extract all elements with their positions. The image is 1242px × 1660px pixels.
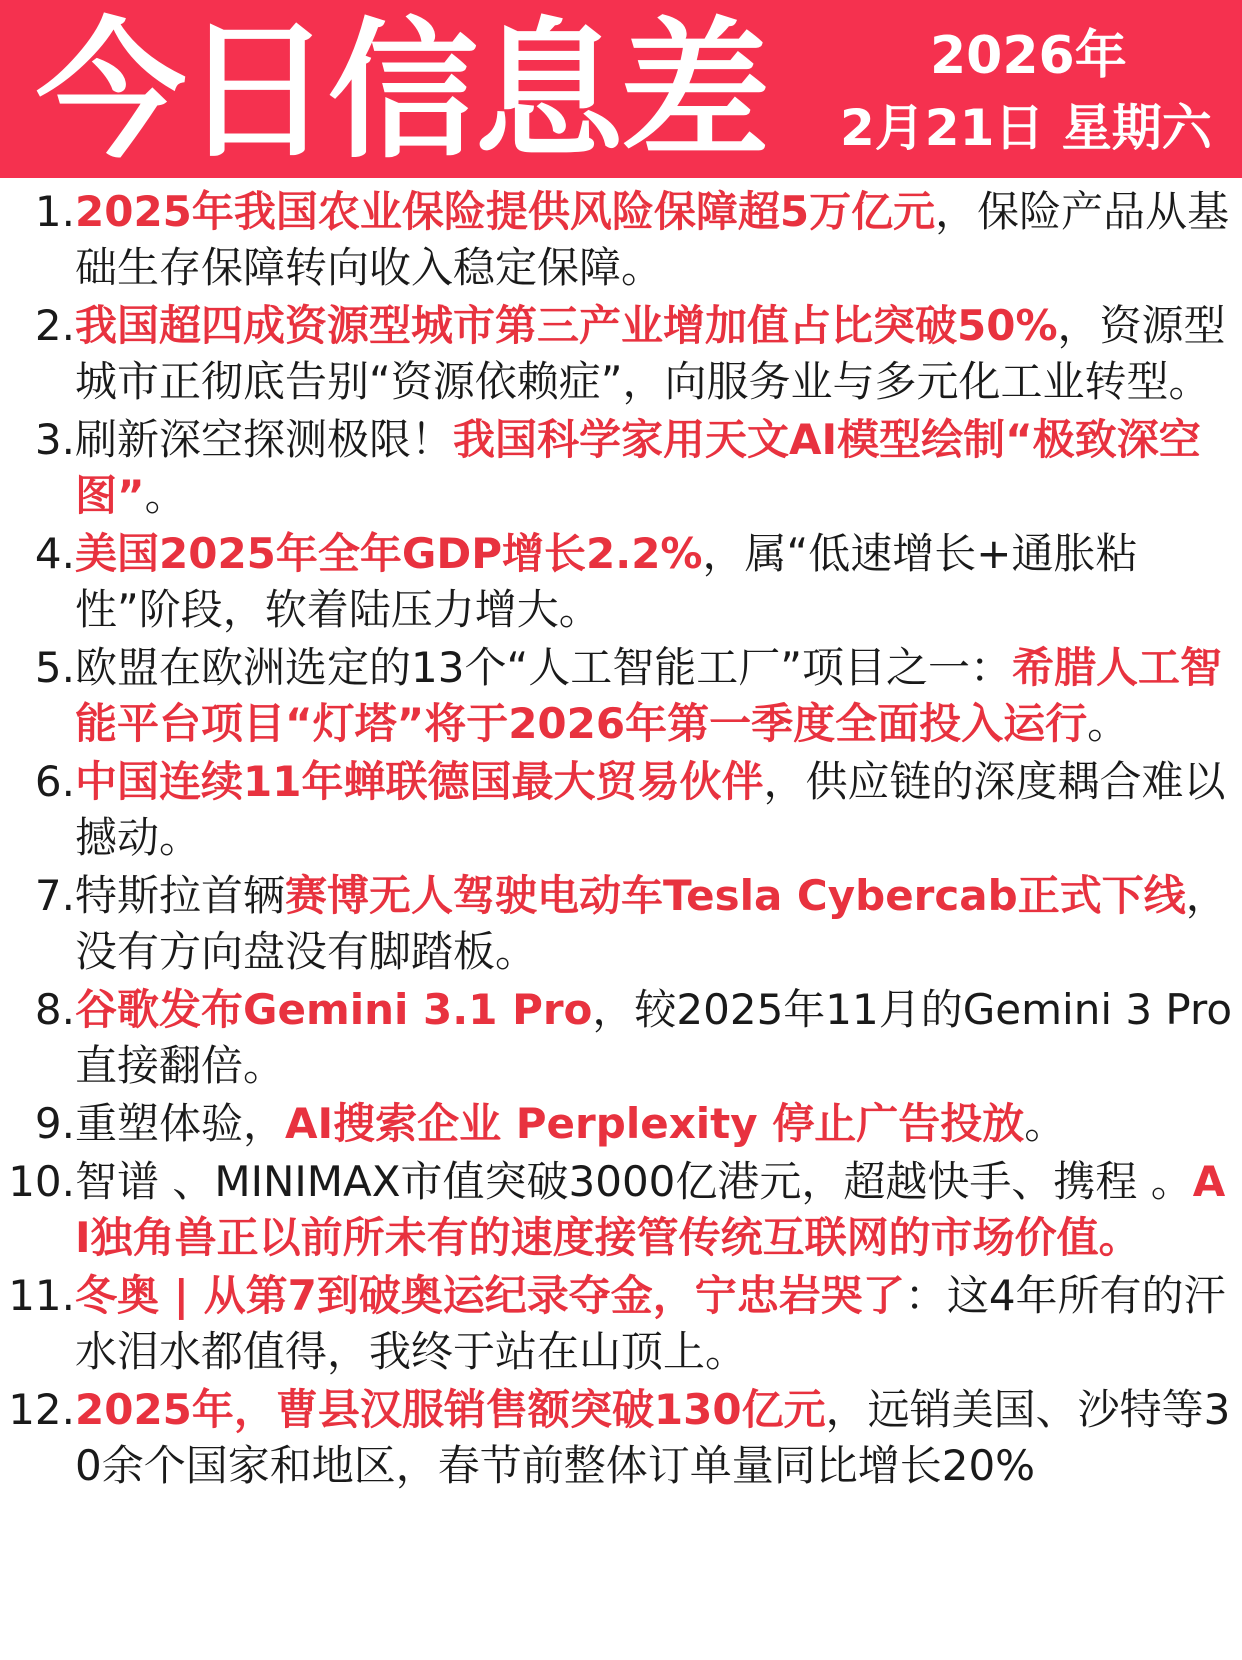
news-item-4 (0, 526, 1242, 638)
highlight-text: 2025年我国农业保险提供风险保障超5万亿元 (75, 187, 936, 236)
news-item-9 (0, 1096, 1242, 1152)
news-item-3 (0, 412, 1242, 524)
highlight-text: AI独角兽正以前所未有的速度接管传统互联网的市场价值。 (75, 1157, 1226, 1262)
body-text: ，资源型城市正彻底告别“资源依赖症”，向服务业与多元化工业转型。 (75, 301, 1226, 406)
header-banner (0, 0, 1242, 178)
highlight-text: 中国连续11年蝉联德国最大贸易伙伴 (75, 757, 764, 806)
highlight-text: 美国2025年全年GDP增长2.2% (75, 529, 703, 578)
page-title: 今日信息差 (36, 5, 767, 179)
highlight-text: 谷歌发布Gemini 3.1 Pro (75, 985, 593, 1034)
highlight-text: 我国超四成资源型城市第三产业增加值占比突破50% (75, 301, 1058, 350)
body-text: 刷新深空探测极限！ (75, 415, 454, 464)
item-number: 11. (8, 1271, 75, 1320)
news-item-11 (0, 1268, 1242, 1380)
body-text: 。 (1087, 699, 1130, 748)
highlight-text: 赛博无人驾驶电动车Tesla Cybercab正式下线 (285, 871, 1186, 920)
highlight-text: 2025年，曹县汉服销售额突破130亿元 (75, 1385, 826, 1434)
news-item-2 (0, 298, 1242, 410)
body-text: 重塑体验， (75, 1099, 286, 1148)
item-number: 4. (34, 529, 75, 578)
body-text: ，保险产品从基础生存保障转向收入稳定保障。 (75, 187, 1230, 292)
highlight-text: 冬奥 | 从第7到破奥运纪录夺金，宁忠岩哭了 (75, 1271, 905, 1320)
header-year: 2026年 (930, 26, 1127, 86)
body-text: ，属“低速增长+通胀粘性”阶段，软着陆压力增大。 (75, 529, 1138, 634)
news-item-1 (0, 184, 1242, 296)
item-number: 8. (34, 985, 75, 1034)
body-text: 。 (1024, 1099, 1067, 1148)
body-text: ，没有方向盘没有脚踏板。 (75, 871, 1228, 976)
body-text: ，远销美国、沙特等30余个国家和地区，春节前整体订单量同比增长20% (75, 1385, 1231, 1490)
item-number: 9. (34, 1099, 75, 1148)
news-item-12 (0, 1382, 1242, 1494)
highlight-text: 希腊人工智能平台项目“灯塔”将于2026年第一季度全面投入运行 (75, 643, 1222, 748)
item-number: 6. (34, 757, 75, 806)
item-number: 12. (8, 1385, 75, 1434)
highlight-text: AI搜索企业 Perplexity 停止广告投放 (285, 1099, 1025, 1148)
news-item-5 (0, 640, 1242, 752)
news-item-7 (0, 868, 1242, 980)
item-number: 7. (34, 871, 75, 920)
news-item-8 (0, 982, 1242, 1094)
body-text: ：这4年所有的汗水泪水都值得，我终于站在山顶上。 (75, 1271, 1226, 1376)
header-date: 2月21日 星期六 (840, 99, 1212, 157)
body-text: ，供应链的深度耦合难以撼动。 (75, 757, 1226, 862)
item-number: 3. (34, 415, 75, 464)
item-number: 10. (8, 1157, 75, 1206)
news-item-6 (0, 754, 1242, 866)
body-text: 。 (144, 471, 187, 520)
body-text: ，较2025年11月的Gemini 3 Pro直接翻倍。 (75, 985, 1233, 1090)
item-number: 2. (34, 301, 75, 350)
item-number: 1. (34, 187, 75, 236)
item-number: 5. (34, 643, 75, 692)
body-text: 欧盟在欧洲选定的13个“人工智能工厂”项目之一： (75, 643, 1012, 692)
news-list (0, 184, 1242, 1496)
body-text: 智谱 、MINIMAX市值突破3000亿港元，超越快手、携程 。 (75, 1157, 1193, 1206)
highlight-text: 我国科学家用天文AI模型绘制“极致深空图” (75, 415, 1201, 520)
body-text: 特斯拉首辆 (75, 871, 286, 920)
news-item-10 (0, 1154, 1242, 1266)
